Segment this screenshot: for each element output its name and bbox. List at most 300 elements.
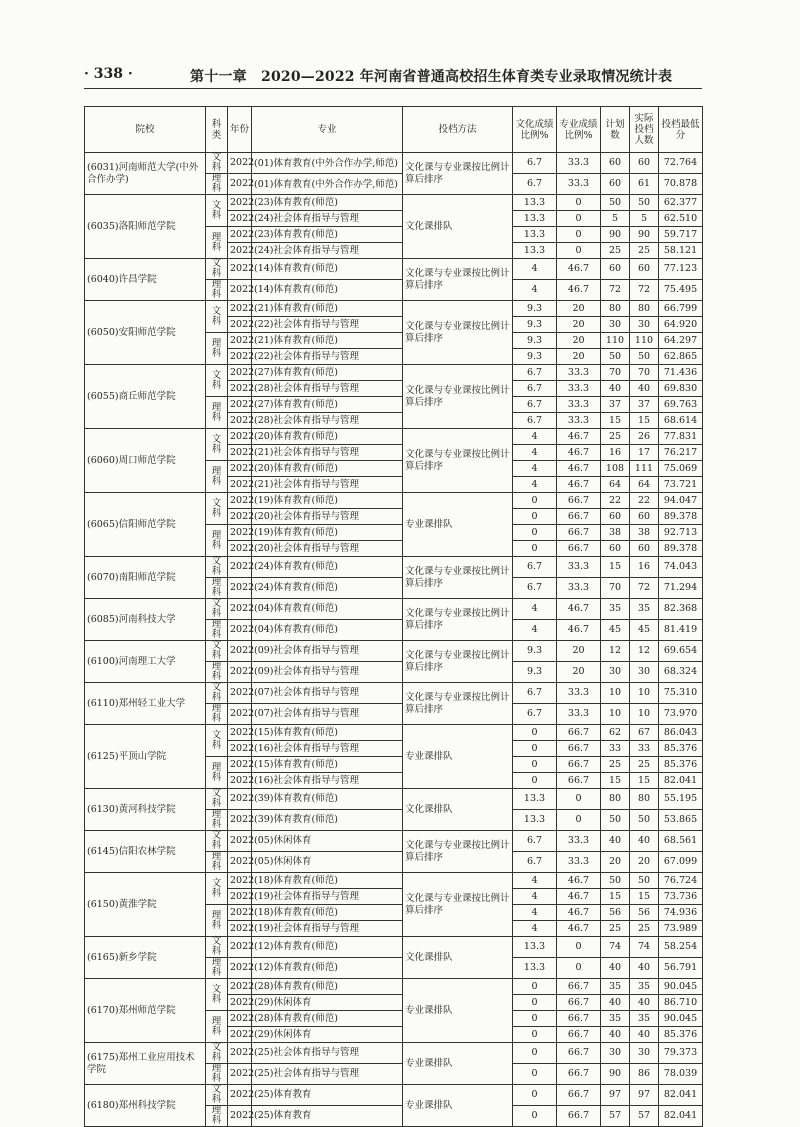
subject-cell: 文科 (206, 1043, 228, 1064)
col-header-school: 院校 (85, 107, 206, 153)
min-score-cell: 62.377 (659, 195, 703, 211)
subject-cell: 理科 (206, 757, 228, 789)
plan-cell: 25 (601, 757, 630, 773)
min-score-cell: 85.376 (659, 741, 703, 757)
table-body (85, 153, 703, 1127)
pro-ratio-cell: 66.7 (557, 541, 601, 557)
actual-cell: 26 (630, 429, 659, 445)
plan-cell: 50 (601, 810, 630, 831)
year-cell: 2022 (228, 905, 252, 921)
major-cell: (07)社会体育指导与管理 (252, 704, 403, 725)
min-score-cell: 70.878 (659, 174, 703, 195)
table-row (85, 831, 703, 852)
header-rule (84, 88, 702, 89)
cultural-ratio-cell: 4 (513, 620, 557, 641)
plan-cell: 56 (601, 905, 630, 921)
actual-cell: 70 (630, 365, 659, 381)
min-score-cell: 82.041 (659, 1106, 703, 1127)
col-header-major: 专业 (252, 107, 403, 153)
subject-cell: 文科 (206, 365, 228, 397)
method-cell: 专业课排队 (403, 1085, 513, 1127)
actual-cell: 30 (630, 317, 659, 333)
pro-ratio-cell: 20 (557, 641, 601, 662)
actual-cell: 50 (630, 873, 659, 889)
subject-cell: 理科 (206, 525, 228, 557)
min-score-cell: 67.099 (659, 852, 703, 873)
pro-ratio-cell: 0 (557, 243, 601, 259)
plan-cell: 40 (601, 995, 630, 1011)
method-cell: 文化课与专业课按比例计算后排序 (403, 683, 513, 725)
actual-cell: 15 (630, 889, 659, 905)
plan-cell: 74 (601, 937, 630, 958)
min-score-cell: 73.736 (659, 889, 703, 905)
school-cell: (6165)新乡学院 (85, 937, 206, 979)
pro-ratio-cell: 33.3 (557, 381, 601, 397)
min-score-cell: 68.324 (659, 662, 703, 683)
min-score-cell: 94.047 (659, 493, 703, 509)
plan-cell: 70 (601, 578, 630, 599)
year-cell: 2022 (228, 937, 252, 958)
min-score-cell: 58.121 (659, 243, 703, 259)
min-score-cell: 71.436 (659, 365, 703, 381)
school-cell: (6180)郑州科技学院 (85, 1085, 206, 1127)
plan-cell: 15 (601, 557, 630, 578)
subject-cell: 理科 (206, 810, 228, 831)
table-row (85, 789, 703, 810)
major-cell: (21)体育教育(师范) (252, 333, 403, 349)
plan-cell: 16 (601, 445, 630, 461)
cultural-ratio-cell: 0 (513, 725, 557, 741)
cultural-ratio-cell: 13.3 (513, 243, 557, 259)
plan-cell: 50 (601, 873, 630, 889)
method-cell: 专业课排队 (403, 725, 513, 789)
major-cell: (23)体育教育(师范) (252, 195, 403, 211)
actual-cell: 60 (630, 259, 659, 280)
actual-cell: 97 (630, 1085, 659, 1106)
actual-cell: 80 (630, 301, 659, 317)
major-cell: (21)体育教育(师范) (252, 301, 403, 317)
plan-cell: 60 (601, 174, 630, 195)
year-cell: 2022 (228, 1085, 252, 1106)
plan-cell: 15 (601, 889, 630, 905)
pro-ratio-cell: 46.7 (557, 889, 601, 905)
pro-ratio-cell: 66.7 (557, 979, 601, 995)
plan-cell: 10 (601, 704, 630, 725)
method-cell: 文化课与专业课按比例计算后排序 (403, 153, 513, 195)
subject-cell: 文科 (206, 725, 228, 757)
cultural-ratio-cell: 0 (513, 1085, 557, 1106)
major-cell: (05)休闲体育 (252, 852, 403, 873)
year-cell: 2022 (228, 704, 252, 725)
min-score-cell: 78.039 (659, 1064, 703, 1085)
subject-cell: 理科 (206, 958, 228, 979)
method-cell: 专业课排队 (403, 493, 513, 557)
major-cell: (09)社会体育指导与管理 (252, 662, 403, 683)
actual-cell: 25 (630, 921, 659, 937)
pro-ratio-cell: 66.7 (557, 1106, 601, 1127)
pro-ratio-cell: 46.7 (557, 599, 601, 620)
table-row (85, 259, 703, 280)
pro-ratio-cell: 66.7 (557, 741, 601, 757)
actual-cell: 25 (630, 243, 659, 259)
cultural-ratio-cell: 4 (513, 921, 557, 937)
pro-ratio-cell: 33.3 (557, 831, 601, 852)
pro-ratio-cell: 46.7 (557, 921, 601, 937)
min-score-cell: 79.373 (659, 1043, 703, 1064)
cultural-ratio-cell: 6.7 (513, 365, 557, 381)
pro-ratio-cell: 0 (557, 958, 601, 979)
page-number: · 338 · (84, 66, 133, 82)
min-score-cell: 81.419 (659, 620, 703, 641)
actual-cell: 38 (630, 525, 659, 541)
year-cell: 2022 (228, 243, 252, 259)
year-cell: 2022 (228, 259, 252, 280)
cultural-ratio-cell: 0 (513, 525, 557, 541)
table-row (85, 195, 703, 211)
plan-cell: 30 (601, 662, 630, 683)
actual-cell: 35 (630, 979, 659, 995)
pro-ratio-cell: 33.3 (557, 153, 601, 174)
year-cell: 2022 (228, 280, 252, 301)
pro-ratio-cell: 66.7 (557, 1064, 601, 1085)
year-cell: 2022 (228, 477, 252, 493)
actual-cell: 60 (630, 153, 659, 174)
major-cell: (14)体育教育(师范) (252, 259, 403, 280)
major-cell: (20)体育教育(师范) (252, 429, 403, 445)
actual-cell: 22 (630, 493, 659, 509)
subject-cell: 文科 (206, 153, 228, 174)
plan-cell: 110 (601, 333, 630, 349)
pro-ratio-cell: 46.7 (557, 477, 601, 493)
year-cell: 2022 (228, 413, 252, 429)
subject-cell: 文科 (206, 429, 228, 461)
table-row (85, 365, 703, 381)
major-cell: (28)社会体育指导与管理 (252, 413, 403, 429)
subject-cell: 理科 (206, 662, 228, 683)
method-cell: 文化课与专业课按比例计算后排序 (403, 599, 513, 641)
method-cell: 专业课排队 (403, 979, 513, 1043)
method-cell: 文化课排队 (403, 937, 513, 979)
pro-ratio-cell: 33.3 (557, 578, 601, 599)
min-score-cell: 90.045 (659, 979, 703, 995)
col-header-method: 投档方法 (403, 107, 513, 153)
major-cell: (21)社会体育指导与管理 (252, 477, 403, 493)
plan-cell: 70 (601, 365, 630, 381)
pro-ratio-cell: 0 (557, 789, 601, 810)
major-cell: (20)体育教育(师范) (252, 461, 403, 477)
cultural-ratio-cell: 0 (513, 741, 557, 757)
actual-cell: 40 (630, 958, 659, 979)
pro-ratio-cell: 46.7 (557, 905, 601, 921)
plan-cell: 40 (601, 958, 630, 979)
major-cell: (19)体育教育(师范) (252, 493, 403, 509)
cultural-ratio-cell: 4 (513, 889, 557, 905)
cultural-ratio-cell: 4 (513, 477, 557, 493)
year-cell: 2022 (228, 397, 252, 413)
table-row (85, 429, 703, 445)
actual-cell: 80 (630, 789, 659, 810)
method-cell: 文化课排队 (403, 789, 513, 831)
school-cell: (6145)信阳农林学院 (85, 831, 206, 873)
min-score-cell: 75.069 (659, 461, 703, 477)
major-cell: (23)体育教育(师范) (252, 227, 403, 243)
year-cell: 2022 (228, 662, 252, 683)
table-row (85, 599, 703, 620)
plan-cell: 90 (601, 1064, 630, 1085)
subject-cell: 理科 (206, 397, 228, 429)
pro-ratio-cell: 66.7 (557, 773, 601, 789)
table-row (85, 1043, 703, 1064)
year-cell: 2022 (228, 227, 252, 243)
cultural-ratio-cell: 6.7 (513, 704, 557, 725)
min-score-cell: 62.865 (659, 349, 703, 365)
min-score-cell: 68.561 (659, 831, 703, 852)
actual-cell: 74 (630, 937, 659, 958)
subject-cell: 理科 (206, 905, 228, 937)
actual-cell: 56 (630, 905, 659, 921)
year-cell: 2022 (228, 641, 252, 662)
method-cell: 文化课排队 (403, 195, 513, 259)
year-cell: 2022 (228, 1011, 252, 1027)
actual-cell: 60 (630, 509, 659, 525)
cultural-ratio-cell: 4 (513, 445, 557, 461)
actual-cell: 15 (630, 773, 659, 789)
major-cell: (22)社会体育指导与管理 (252, 317, 403, 333)
year-cell: 2022 (228, 979, 252, 995)
cultural-ratio-cell: 6.7 (513, 153, 557, 174)
cultural-ratio-cell: 6.7 (513, 578, 557, 599)
min-score-cell: 69.830 (659, 381, 703, 397)
plan-cell: 37 (601, 397, 630, 413)
major-cell: (25)体育教育 (252, 1085, 403, 1106)
major-cell: (12)体育教育(师范) (252, 958, 403, 979)
cultural-ratio-cell: 9.3 (513, 641, 557, 662)
subject-cell: 文科 (206, 195, 228, 227)
actual-cell: 90 (630, 227, 659, 243)
major-cell: (29)休闲体育 (252, 995, 403, 1011)
year-cell: 2022 (228, 810, 252, 831)
subject-cell: 理科 (206, 280, 228, 301)
min-score-cell: 90.045 (659, 1011, 703, 1027)
min-score-cell: 74.936 (659, 905, 703, 921)
year-cell: 2022 (228, 620, 252, 641)
plan-cell: 64 (601, 477, 630, 493)
min-score-cell: 89.378 (659, 541, 703, 557)
year-cell: 2022 (228, 921, 252, 937)
plan-cell: 35 (601, 979, 630, 995)
year-cell: 2022 (228, 789, 252, 810)
school-cell: (6175)郑州工业应用技术学院 (85, 1043, 206, 1085)
min-score-cell: 86.710 (659, 995, 703, 1011)
plan-cell: 72 (601, 280, 630, 301)
year-cell: 2022 (228, 211, 252, 227)
major-cell: (24)体育教育(师范) (252, 557, 403, 578)
year-cell: 2022 (228, 683, 252, 704)
method-cell: 文化课与专业课按比例计算后排序 (403, 259, 513, 301)
min-score-cell: 74.043 (659, 557, 703, 578)
plan-cell: 90 (601, 227, 630, 243)
subject-cell: 文科 (206, 979, 228, 1011)
plan-cell: 108 (601, 461, 630, 477)
actual-cell: 50 (630, 195, 659, 211)
pro-ratio-cell: 0 (557, 195, 601, 211)
plan-cell: 30 (601, 317, 630, 333)
actual-cell: 16 (630, 557, 659, 578)
cultural-ratio-cell: 0 (513, 1043, 557, 1064)
major-cell: (14)体育教育(师范) (252, 280, 403, 301)
major-cell: (07)社会体育指导与管理 (252, 683, 403, 704)
plan-cell: 5 (601, 211, 630, 227)
subject-cell: 理科 (206, 333, 228, 365)
year-cell: 2022 (228, 509, 252, 525)
page-title: 第十一章 2020—2022 年河南省普通高校招生体育类专业录取情况统计表 (190, 69, 673, 85)
cultural-ratio-cell: 9.3 (513, 317, 557, 333)
major-cell: (05)休闲体育 (252, 831, 403, 852)
actual-cell: 64 (630, 477, 659, 493)
plan-cell: 97 (601, 1085, 630, 1106)
subject-cell: 理科 (206, 1064, 228, 1085)
cultural-ratio-cell: 13.3 (513, 789, 557, 810)
min-score-cell: 76.217 (659, 445, 703, 461)
pro-ratio-cell: 33.3 (557, 365, 601, 381)
pro-ratio-cell: 33.3 (557, 683, 601, 704)
min-score-cell: 64.297 (659, 333, 703, 349)
subject-cell: 文科 (206, 873, 228, 905)
subject-cell: 理科 (206, 852, 228, 873)
cultural-ratio-cell: 6.7 (513, 683, 557, 704)
major-cell: (09)社会体育指导与管理 (252, 641, 403, 662)
col-header-subject: 科类 (206, 107, 228, 153)
table-row (85, 979, 703, 995)
pro-ratio-cell: 0 (557, 227, 601, 243)
min-score-cell: 56.791 (659, 958, 703, 979)
col-header-min-score: 投档最低分 (659, 107, 703, 153)
plan-cell: 30 (601, 1043, 630, 1064)
plan-cell: 22 (601, 493, 630, 509)
school-cell: (6130)黄河科技学院 (85, 789, 206, 831)
major-cell: (39)体育教育(师范) (252, 789, 403, 810)
cultural-ratio-cell: 4 (513, 280, 557, 301)
major-cell: (19)体育教育(师范) (252, 525, 403, 541)
actual-cell: 17 (630, 445, 659, 461)
table-row (85, 301, 703, 317)
major-cell: (20)社会体育指导与管理 (252, 509, 403, 525)
min-score-cell: 82.041 (659, 773, 703, 789)
plan-cell: 15 (601, 413, 630, 429)
cultural-ratio-cell: 6.7 (513, 831, 557, 852)
method-cell: 文化课与专业课按比例计算后排序 (403, 641, 513, 683)
table-row (85, 683, 703, 704)
subject-cell: 文科 (206, 1085, 228, 1106)
pro-ratio-cell: 46.7 (557, 429, 601, 445)
pro-ratio-cell: 0 (557, 810, 601, 831)
year-cell: 2022 (228, 153, 252, 174)
actual-cell: 67 (630, 725, 659, 741)
major-cell: (29)休闲体育 (252, 1027, 403, 1043)
plan-cell: 60 (601, 509, 630, 525)
subject-cell: 文科 (206, 259, 228, 280)
year-cell: 2022 (228, 541, 252, 557)
year-cell: 2022 (228, 578, 252, 599)
cultural-ratio-cell: 9.3 (513, 301, 557, 317)
school-cell: (6035)洛阳师范学院 (85, 195, 206, 259)
year-cell: 2022 (228, 429, 252, 445)
major-cell: (18)体育教育(师范) (252, 873, 403, 889)
cultural-ratio-cell: 13.3 (513, 937, 557, 958)
cultural-ratio-cell: 0 (513, 1106, 557, 1127)
actual-cell: 30 (630, 662, 659, 683)
year-cell: 2022 (228, 461, 252, 477)
plan-cell: 25 (601, 921, 630, 937)
plan-cell: 10 (601, 683, 630, 704)
pro-ratio-cell: 66.7 (557, 525, 601, 541)
min-score-cell: 73.970 (659, 704, 703, 725)
plan-cell: 50 (601, 195, 630, 211)
subject-cell: 理科 (206, 227, 228, 259)
school-cell: (6100)河南理工大学 (85, 641, 206, 683)
year-cell: 2022 (228, 741, 252, 757)
actual-cell: 20 (630, 852, 659, 873)
actual-cell: 61 (630, 174, 659, 195)
cultural-ratio-cell: 9.3 (513, 662, 557, 683)
min-score-cell: 66.799 (659, 301, 703, 317)
cultural-ratio-cell: 0 (513, 1027, 557, 1043)
school-cell: (6170)郑州师范学院 (85, 979, 206, 1043)
table-row (85, 873, 703, 889)
cultural-ratio-cell: 4 (513, 905, 557, 921)
plan-cell: 80 (601, 301, 630, 317)
cultural-ratio-cell: 13.3 (513, 810, 557, 831)
pro-ratio-cell: 66.7 (557, 1085, 601, 1106)
method-cell: 文化课与专业课按比例计算后排序 (403, 831, 513, 873)
pro-ratio-cell: 46.7 (557, 259, 601, 280)
table-row (85, 493, 703, 509)
actual-cell: 86 (630, 1064, 659, 1085)
table-row (85, 725, 703, 741)
major-cell: (16)社会体育指导与管理 (252, 773, 403, 789)
year-cell: 2022 (228, 365, 252, 381)
major-cell: (18)体育教育(师范) (252, 905, 403, 921)
school-cell: (6050)安阳师范学院 (85, 301, 206, 365)
pro-ratio-cell: 0 (557, 211, 601, 227)
year-cell: 2022 (228, 1064, 252, 1085)
method-cell: 文化课与专业课按比例计算后排序 (403, 429, 513, 493)
plan-cell: 33 (601, 741, 630, 757)
year-cell: 2022 (228, 525, 252, 541)
method-cell: 文化课与专业课按比例计算后排序 (403, 301, 513, 365)
cultural-ratio-cell: 0 (513, 773, 557, 789)
major-cell: (22)社会体育指导与管理 (252, 349, 403, 365)
actual-cell: 40 (630, 1027, 659, 1043)
school-cell: (6125)平顶山学院 (85, 725, 206, 789)
min-score-cell: 68.614 (659, 413, 703, 429)
school-cell: (6031)河南师范大学(中外合作办学) (85, 153, 206, 195)
cultural-ratio-cell: 0 (513, 509, 557, 525)
school-cell: (6150)黄淮学院 (85, 873, 206, 937)
major-cell: (24)社会体育指导与管理 (252, 243, 403, 259)
min-score-cell: 75.495 (659, 280, 703, 301)
year-cell: 2022 (228, 333, 252, 349)
plan-cell: 50 (601, 349, 630, 365)
method-cell: 文化课与专业课按比例计算后排序 (403, 873, 513, 937)
pro-ratio-cell: 20 (557, 662, 601, 683)
school-cell: (6070)南阳师范学院 (85, 557, 206, 599)
min-score-cell: 86.043 (659, 725, 703, 741)
year-cell: 2022 (228, 493, 252, 509)
cultural-ratio-cell: 9.3 (513, 349, 557, 365)
min-score-cell: 58.254 (659, 937, 703, 958)
plan-cell: 62 (601, 725, 630, 741)
